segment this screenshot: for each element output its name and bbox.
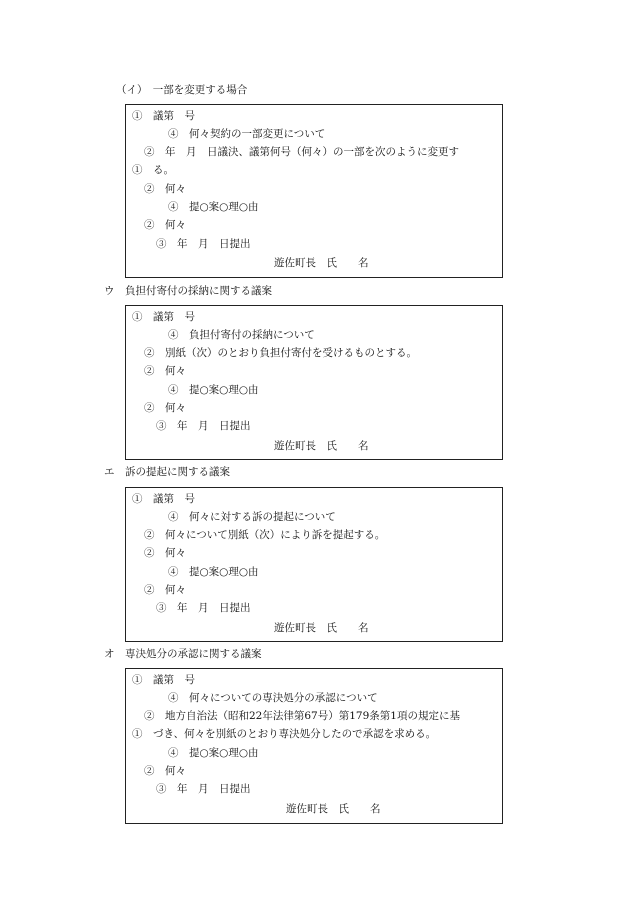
form-line: ④ 何々契約の一部変更について (168, 128, 326, 140)
form-box-o (125, 668, 503, 824)
form-line: ① づき、何々を別紙のとおり専決処分したので承認を求める。 (132, 728, 437, 740)
form-line: ④ 何々に対する訴の提起について (168, 511, 336, 523)
form-line: ① 議第 号 (132, 110, 195, 122)
form-line: ④ 何々についての専決処分の承認について (168, 692, 378, 704)
form-line: ② 別紙（次）のとおり負担付寄付を受けるものとする。 (144, 347, 417, 359)
form-line: ④ 負担付寄付の採納について (168, 329, 315, 341)
signature-line: 遊佐町長 氏 名 (274, 440, 369, 452)
form-line: ② 何々 (144, 365, 186, 377)
form-line: ② 何々について別紙（次）により訴を提起する。 (144, 529, 386, 541)
form-line: ② 何々 (144, 219, 186, 231)
form-line: ② 何々 (144, 183, 186, 195)
form-line: ③ 年 月 日提出 (156, 602, 251, 614)
form-line: ③ 年 月 日提出 (156, 783, 251, 795)
form-line: ④ 提○案○理○由 (168, 201, 259, 213)
section-heading-e: エ 訴の提起に関する議案 (104, 466, 230, 478)
form-line: ① る。 (132, 164, 174, 176)
form-box-e (125, 487, 503, 642)
signature-line: 遊佐町長 氏 名 (274, 622, 369, 634)
form-line: ② 何々 (144, 765, 186, 777)
form-line: ① 議第 号 (132, 493, 195, 505)
form-line: ② 何々 (144, 402, 186, 414)
form-line: ④ 提○案○理○由 (168, 566, 259, 578)
form-box-i (125, 104, 503, 278)
signature-line: 遊佐町長 氏 名 (274, 257, 369, 269)
signature-line: 遊佐町長 氏 名 (286, 803, 381, 815)
form-line: ① 議第 号 (132, 674, 195, 686)
section-heading-u: ウ 負担付寄付の採納に関する議案 (104, 285, 272, 297)
section-heading-o: オ 専決処分の承認に関する議案 (104, 648, 262, 660)
form-line: ③ 年 月 日提出 (156, 420, 251, 432)
form-line: ② 年 月 日議決、議第何号（何々）の一部を次のように変更す (144, 146, 459, 158)
form-line: ③ 年 月 日提出 (156, 238, 251, 250)
form-line: ② 何々 (144, 584, 186, 596)
form-line: ② 何々 (144, 547, 186, 559)
form-line: ① 議第 号 (132, 311, 195, 323)
form-line: ④ 提○案○理○由 (168, 747, 259, 759)
form-line: ② 地方自治法（昭和22年法律第67号）第179条第1項の規定に基 (144, 710, 460, 722)
section-heading-i: （イ） 一部を変更する場合 (116, 84, 248, 96)
form-line: ④ 提○案○理○由 (168, 384, 259, 396)
form-box-u (125, 305, 503, 460)
